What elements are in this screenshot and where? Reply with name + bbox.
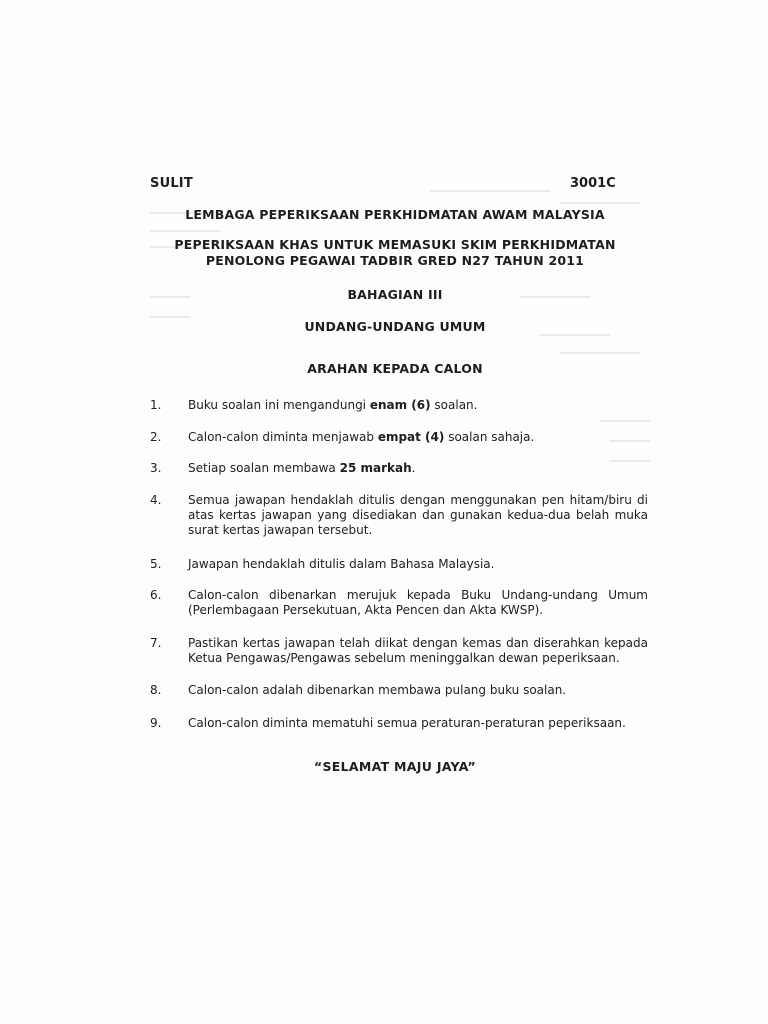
paper-code: 3001C [570,176,616,191]
instruction-number: 7. [150,636,162,650]
instruction-number: 2. [150,430,162,444]
instruction-number: 8. [150,683,162,697]
instruction-number: 3. [150,461,162,475]
board-title: LEMBAGA PEPERIKSAAN PERKHIDMATAN AWAM MALAYSIA [185,207,605,222]
section-title: BAHAGIAN III [347,287,443,302]
instruction-text: Calon-calon diminta mematuhi semua peraturan-peraturan peperiksaan. [188,716,626,730]
closing-message: “SELAMAT MAJU JAYA” [313,759,477,774]
instruction-number: 4. [150,493,162,507]
instruction-number: 6. [150,588,162,602]
instruction-number: 9. [150,716,162,730]
instruction-number: 1. [150,398,162,412]
instruction-text: Calon-calon dibenarkan merujuk kepada Buku Undang-undang Umum (Perlembagaan Persekutuan, Akta Pencen dan Akta KWSP). [188,588,648,617]
exam-title-line2: PENOLONG PEGAWAI TADBIR GRED N27 TAHUN 2011 [205,253,585,268]
instruction-text: Pastikan kertas jawapan telah diikat dengan kemas dan diserahkan kepada Ketua Pengawas/Pengawas sebelum meninggalkan dewan peperiksaan. [188,636,648,665]
instruction-text: Semua jawapan hendaklah ditulis dengan menggunakan pen hitam/biru di atas kertas jawapan yang disediakan dan gunakan kedua-dua belah muka surat kertas jawapan tersebut. [188,493,648,537]
subject-title: UNDANG-UNDANG UMUM [304,319,486,334]
instruction-text: Setiap soalan membawa 25 markah. [188,461,416,475]
instruction-text: Jawapan hendaklah ditulis dalam Bahasa Malaysia. [188,557,495,571]
classification-label: SULIT [150,176,193,191]
instructions-heading: ARAHAN KEPADA CALON [307,361,483,376]
instruction-text: Buku soalan ini mengandungi enam (6) soalan. [188,398,478,412]
instruction-text: Calon-calon diminta menjawab empat (4) soalan sahaja. [188,430,535,444]
instruction-text: Calon-calon adalah dibenarkan membawa pulang buku soalan. [188,683,567,697]
instruction-number: 5. [150,557,162,571]
exam-title-line1: PEPERIKSAAN KHAS UNTUK MEMASUKI SKIM PERKHIDMATAN [174,237,616,252]
